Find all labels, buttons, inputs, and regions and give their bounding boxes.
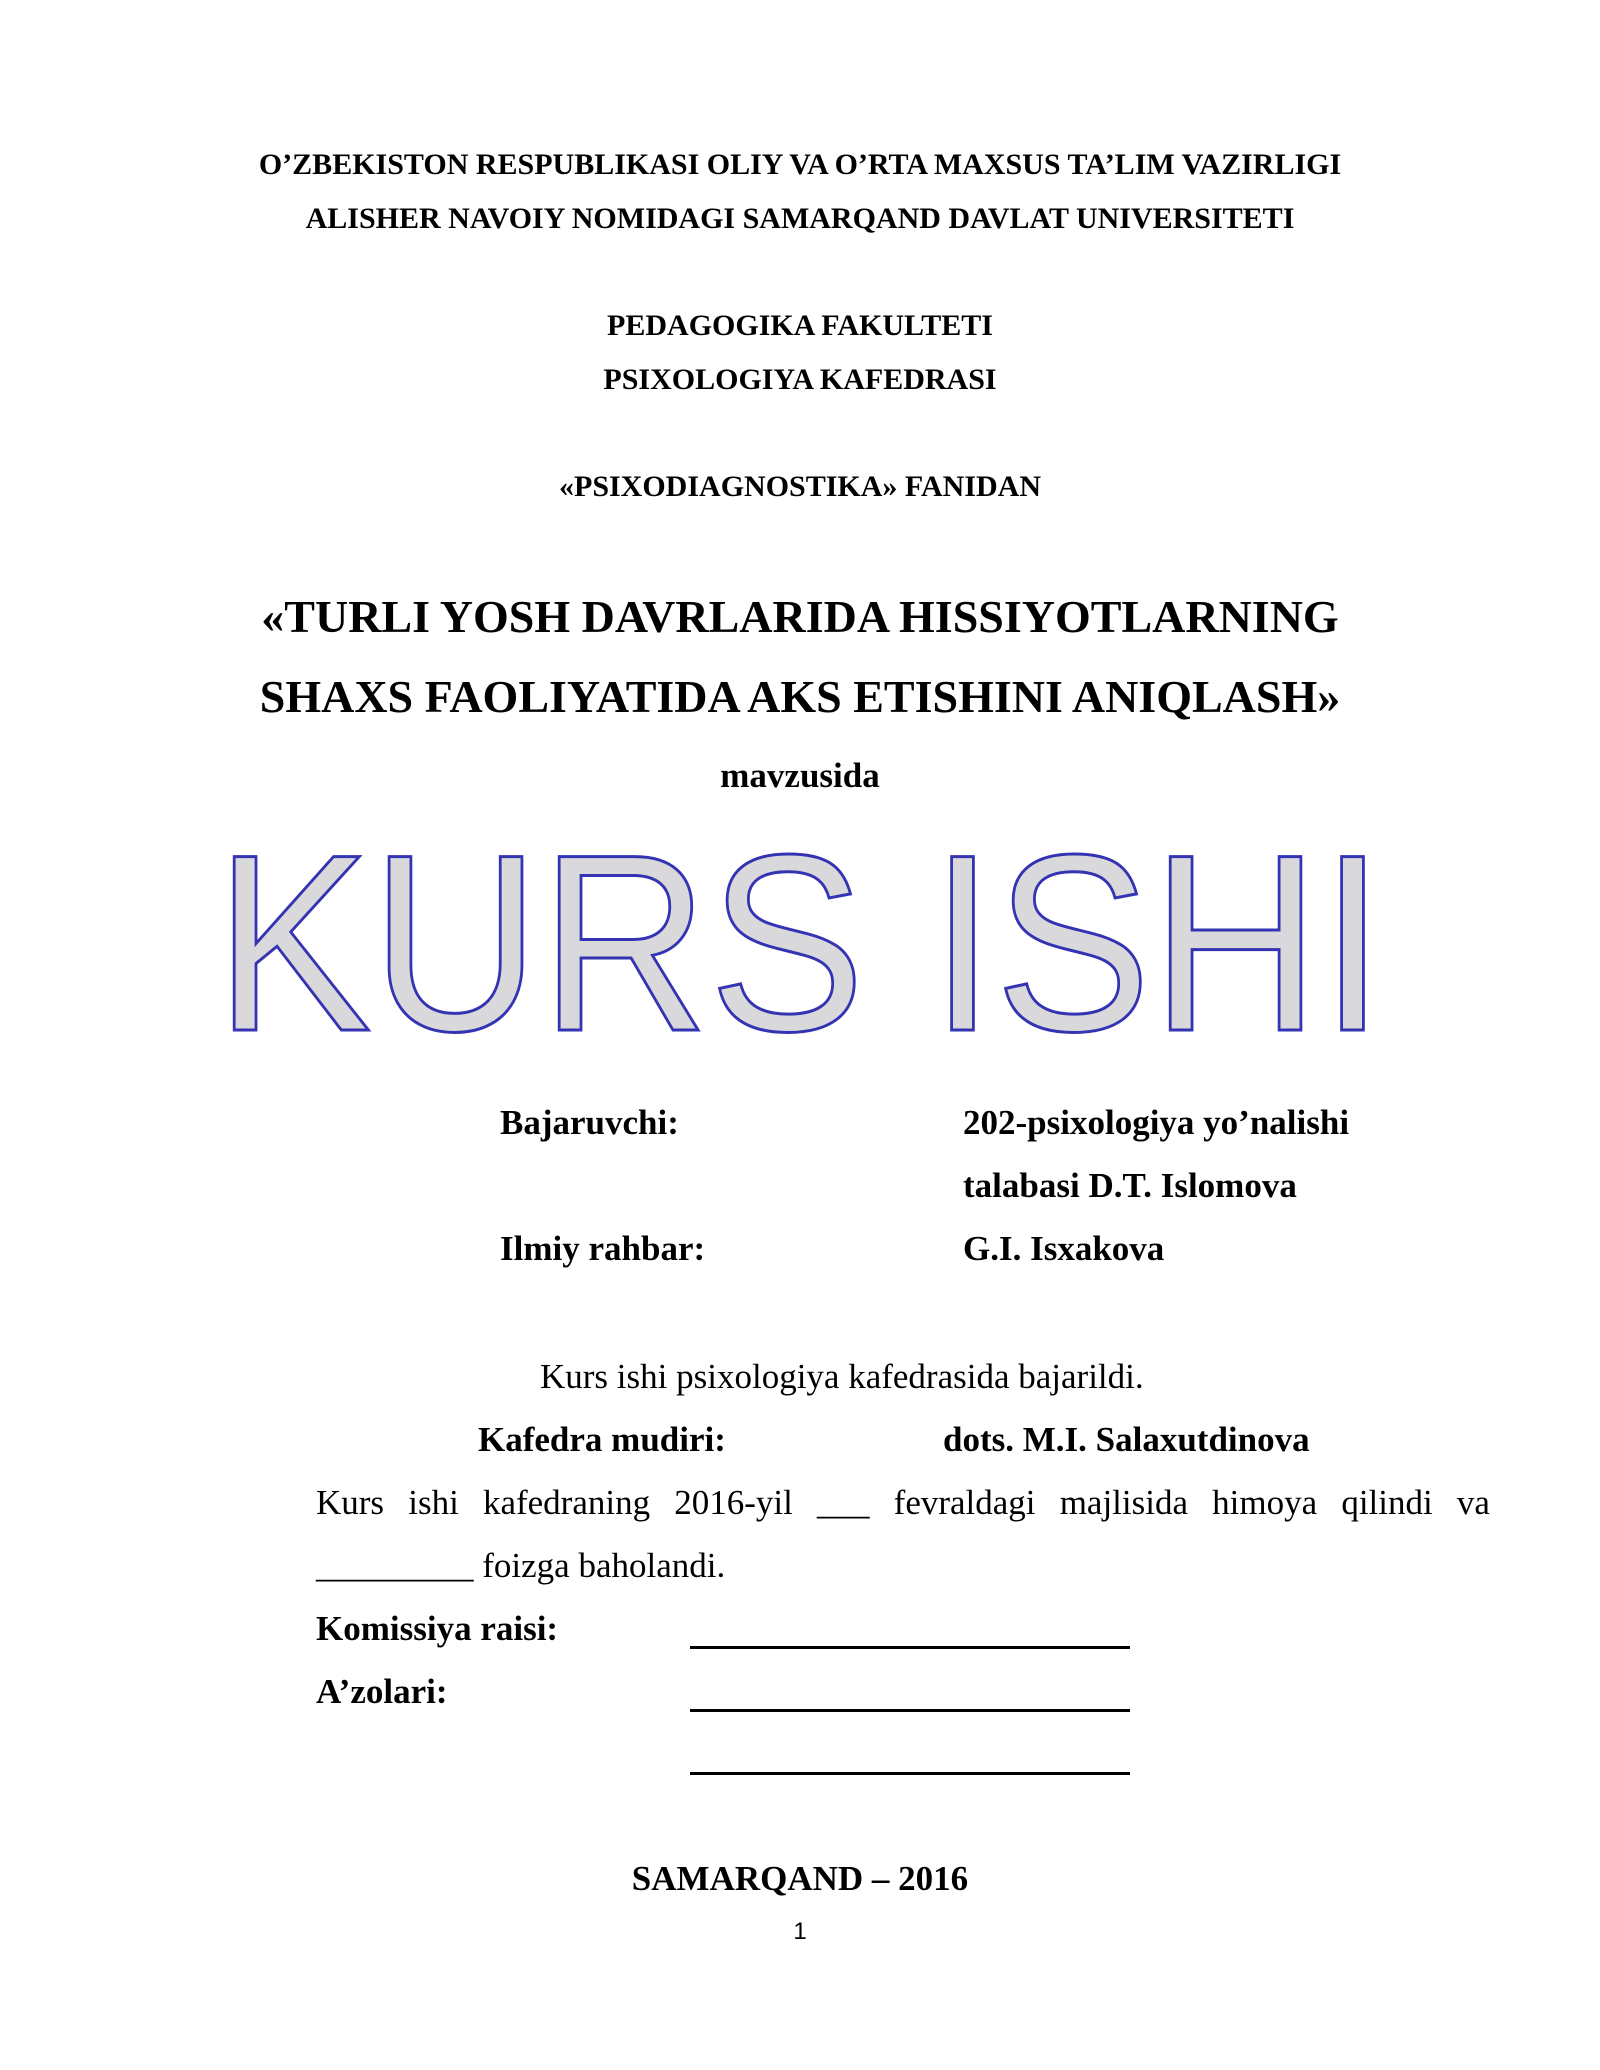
- performer-label: Bajaruvchi:: [500, 1103, 679, 1142]
- defense-word: fevraldagi: [893, 1483, 1036, 1522]
- member-signature-line: [690, 1709, 1130, 1712]
- department-head-value: dots. M.I. Salaxutdinova: [943, 1420, 1310, 1459]
- course-work-title: [0, 840, 1600, 1050]
- defense-line-1: [316, 1482, 1490, 1524]
- topic-line-1: «TURLI YOSH DAVRLARIDA HISSIYOTLARNING: [261, 591, 1339, 642]
- faculty-name: PEDAGOGIKA FAKULTETI: [607, 309, 993, 342]
- completion-note: Kurs ishi psixologiya kafedrasida bajarildi.: [540, 1357, 1144, 1396]
- page-number: 1: [793, 1918, 807, 1945]
- defense-word: qilindi: [1341, 1483, 1433, 1522]
- university-name: ALISHER NAVOIY NOMIDAGI SAMARQAND DAVLAT UNIVERSITETI: [305, 202, 1295, 235]
- chair-signature-line: [690, 1646, 1130, 1649]
- topic-suffix: mavzusida: [720, 756, 880, 795]
- member-signature-line: [690, 1772, 1130, 1775]
- department-head-label: Kafedra mudiri:: [478, 1420, 726, 1459]
- defense-line-2: _________ foizga baholandi.: [316, 1546, 726, 1585]
- defense-word: ___: [817, 1483, 870, 1522]
- defense-word: majlisida: [1059, 1483, 1189, 1522]
- defense-word: kafedraning: [482, 1483, 651, 1522]
- supervisor-value: G.I. Isxakova: [963, 1229, 1165, 1268]
- defense-word: va: [1456, 1483, 1490, 1522]
- supervisor-label: Ilmiy rahbar:: [500, 1229, 706, 1268]
- defense-word: 2016-yil: [674, 1483, 793, 1522]
- city-year: SAMARQAND – 2016: [631, 1859, 969, 1898]
- commission-members-label: A’zolari:: [316, 1672, 448, 1711]
- defense-word: ishi: [408, 1483, 459, 1522]
- performer-value-1: 202-psixologiya yo’nalishi: [963, 1103, 1350, 1142]
- subject-name: «PSIXODIAGNOSTIKA» FANIDAN: [559, 470, 1041, 503]
- commission-chair-label: Komissiya raisi:: [316, 1609, 559, 1648]
- course-work-title-text: KURS ISHI: [215, 840, 1385, 1050]
- defense-word: himoya: [1212, 1483, 1318, 1522]
- ministry-name: O’ZBEKISTON RESPUBLIKASI OLIY VA O’RTA MAXSUS TA’LIM VAZIRLIGI: [258, 148, 1342, 181]
- department-name: PSIXOLOGIYA KAFEDRASI: [603, 363, 997, 396]
- defense-word: Kurs: [316, 1483, 385, 1522]
- performer-value-2: talabasi D.T. Islomova: [963, 1166, 1297, 1205]
- topic-line-2: SHAXS FAOLIYATIDA AKS ETISHINI ANIQLASH»: [259, 671, 1341, 722]
